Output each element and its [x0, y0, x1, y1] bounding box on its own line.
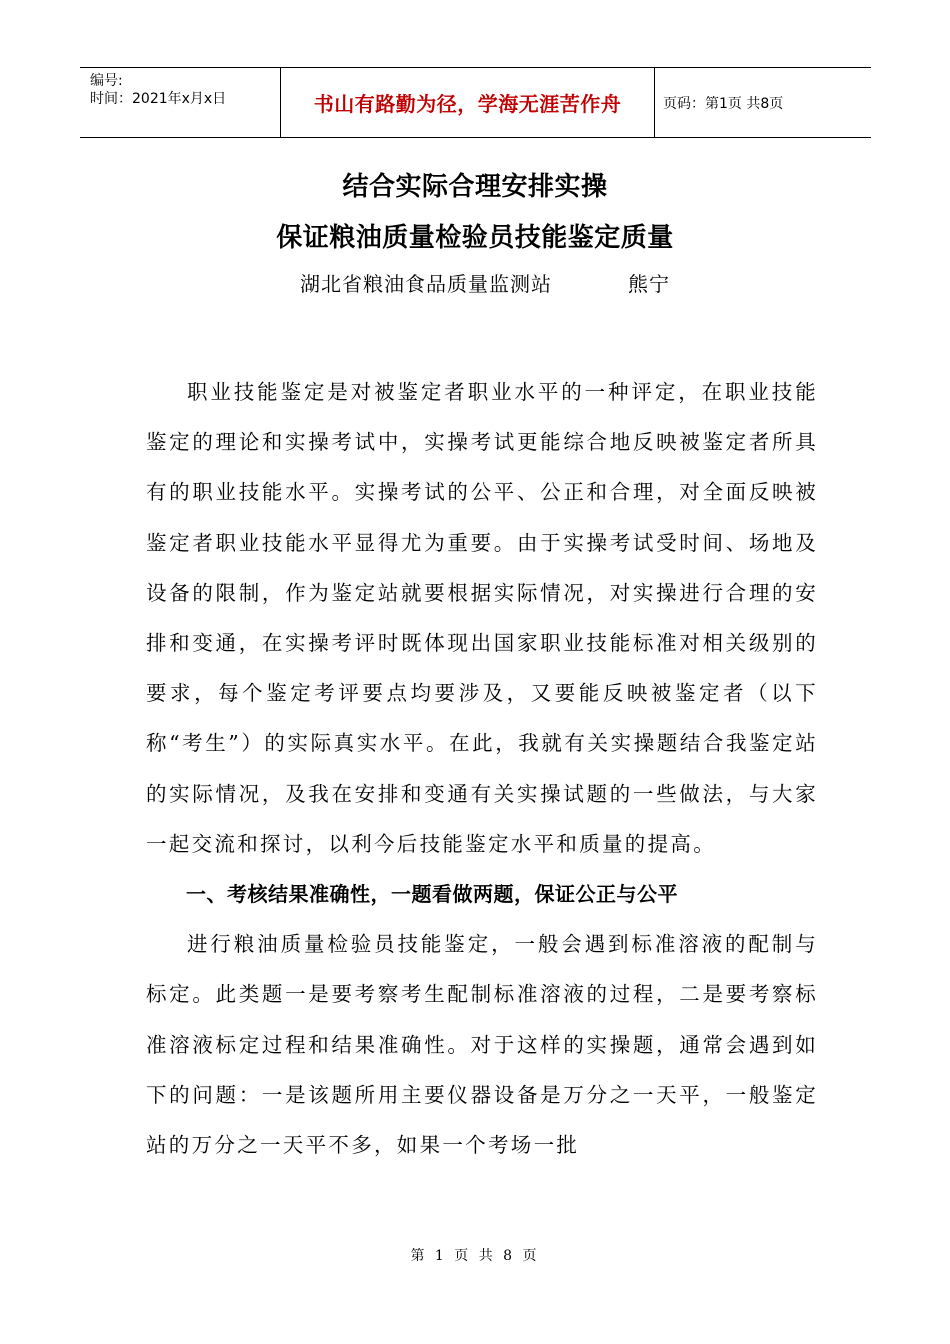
header-table [80, 67, 871, 138]
byline [300, 268, 670, 297]
section-heading: 一、考核结果准确性，一题看做两题，保证公正与公平 [186, 882, 678, 907]
author-organization: 湖北省粮油食品质量监测站 [300, 272, 552, 296]
header-meta-cell [80, 68, 281, 137]
section-paragraph: 进行粮油质量检验员技能鉴定，一般会遇到标准溶液的配制与标定。此类题一是要考察考生配制标准溶液的过程，二是要考察标准溶液标定过程和结果准确性。对于这样的实操题，通常会遇到如下的问题：一是该题所用主要仪器设备是万分之一天平，一般鉴定站的万分之一天平不多，如果一个考场一批 [146, 932, 818, 1158]
header-page-label: 页码：第1页 共8页 [663, 95, 784, 112]
date-label: 时间：2021年x月x日 [90, 91, 227, 107]
page-footer: 第 1 页 共 8 页 [410, 1248, 540, 1264]
header-motto: 书山有路勤为径，学海无涯苦作舟 [281, 68, 655, 137]
document-title-line2: 保证粮油质量检验员技能鉴定质量 [276, 223, 674, 253]
document-body [146, 367, 818, 1170]
author-name: 熊宁 [628, 272, 670, 296]
document-title-line1: 结合实际合理安排实操 [342, 172, 608, 202]
body-paragraph: 职业技能鉴定是对被鉴定者职业水平的一种评定，在职业技能鉴定的理论和实操考试中，实操考试更能综合地反映被鉴定者所具有的职业技能水平。实操考试的公平、公正和合理，对全面反映被鉴定者职业技能水平显得尤为重要。由于实操考试受时间、场地及设备的限制，作为鉴定站就要根据实际情况，对实操进行合理的安排和变通，在实操考评时既体现出国家职业技能标准对相关级别的要求，每个鉴定考评要点均要涉及，又要能反映被鉴定者（以下称“考生”）的实际真实水平。在此，我就有关实操题结合我鉴定站的实际情况，及我在安排和变通有关实操试题的一些做法，与大家一起交流和探讨，以利今后技能鉴定水平和质量的提高。 [146, 380, 818, 856]
number-label: 编号: [90, 73, 123, 89]
